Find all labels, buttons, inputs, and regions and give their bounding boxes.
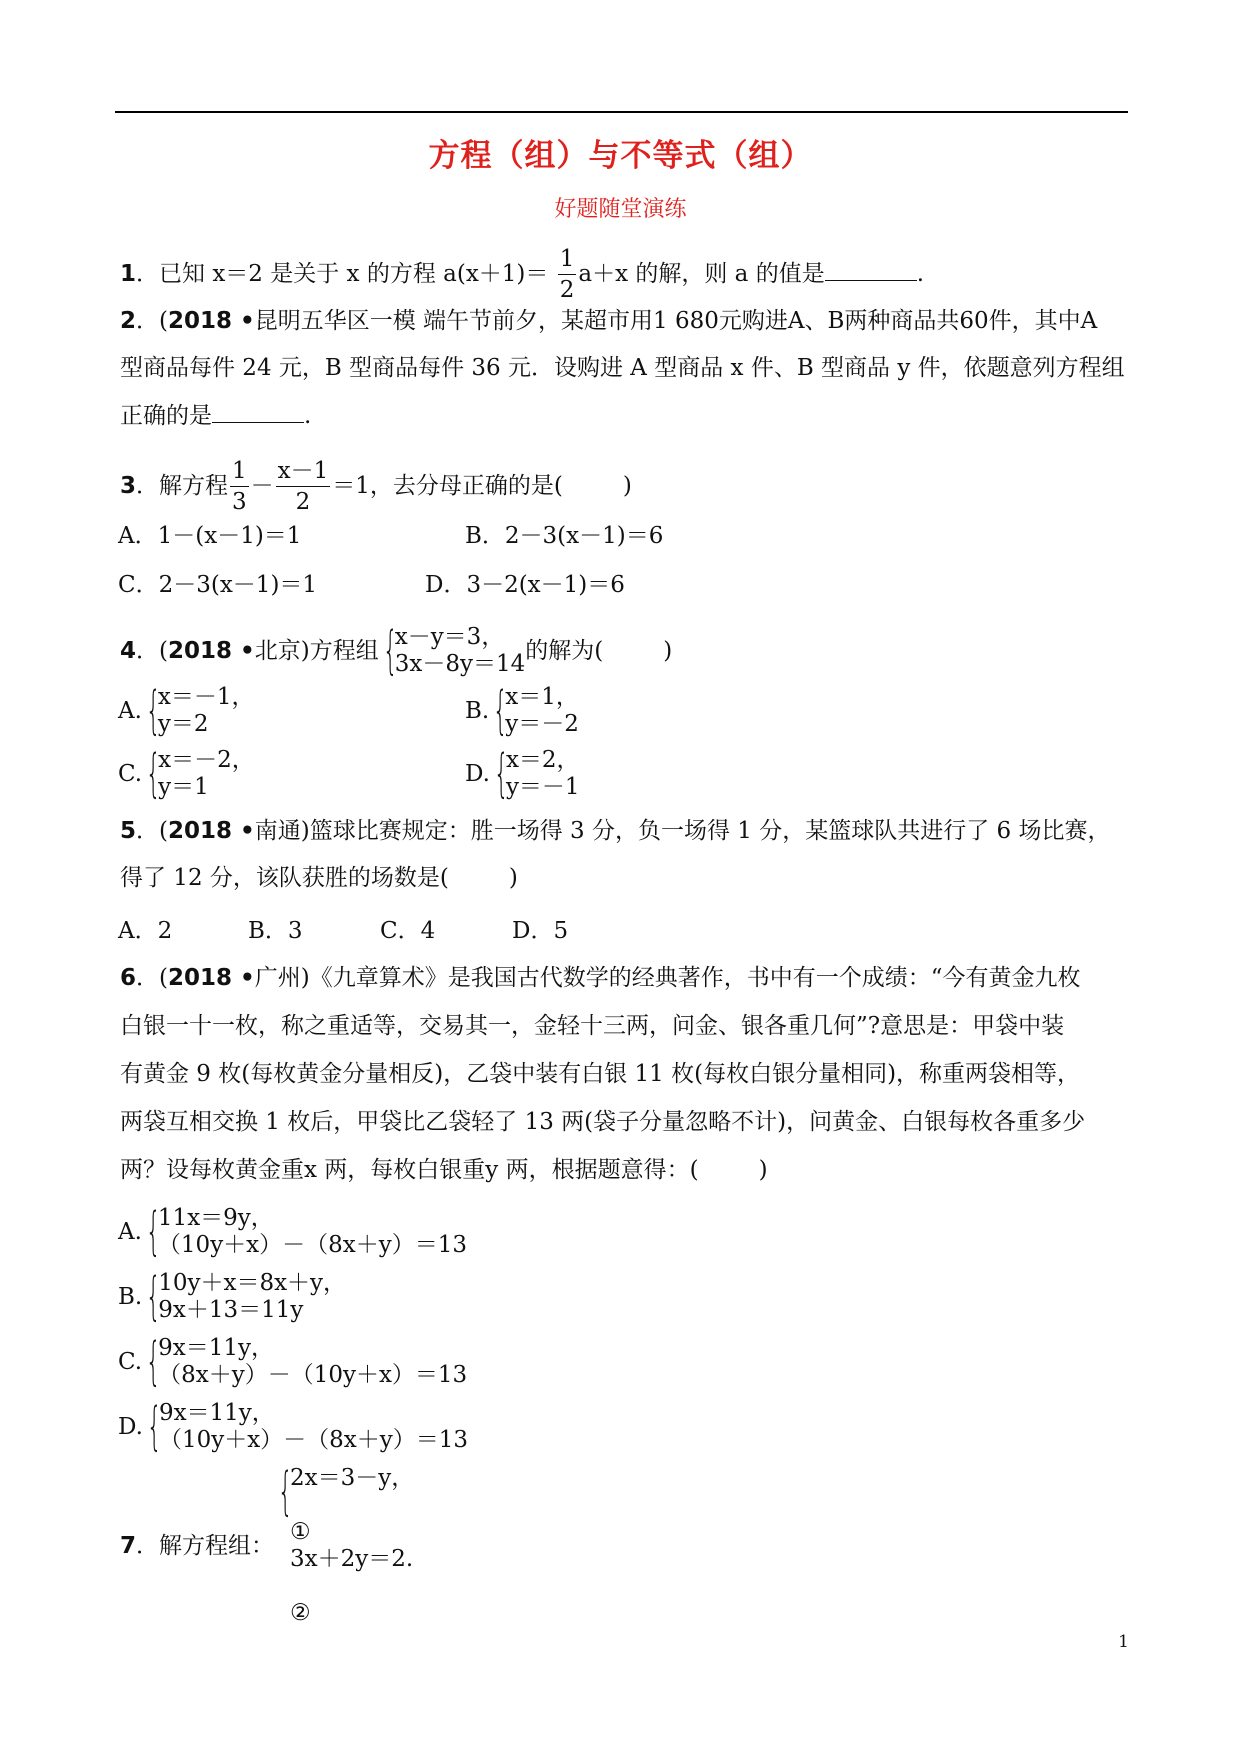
equation-text: 3x＋2y＝2.	[290, 1546, 414, 1572]
option-b[interactable]: B．2－3(x－1)＝6	[465, 523, 664, 549]
question-2-line-2: 型商品每件 24 元，B 型商品每件 36 元．设购进 A 型商品 x 件、B 型商品 y 件，依题意列方程组	[120, 355, 1125, 381]
option-label: A.	[118, 1219, 142, 1245]
equation-system	[379, 621, 526, 681]
option-d[interactable]	[118, 1397, 469, 1457]
equation-row: 11x＝9y，	[157, 1205, 274, 1231]
equation-row: x－y＝3，	[394, 624, 505, 650]
question-5-line-1	[120, 816, 1110, 846]
equation-row: （8x＋y）－（10y＋x）＝13	[158, 1362, 468, 1388]
equation-row: （10y＋x）－（8x＋y）＝13	[157, 1232, 468, 1258]
option-c[interactable]: C．2－3(x－1)＝1	[118, 572, 318, 598]
denominator: 2	[295, 489, 311, 515]
option-c[interactable]	[118, 1332, 468, 1392]
question-text: )	[758, 1157, 768, 1183]
equation-row: y＝1	[158, 774, 209, 800]
option-d[interactable]: D．5	[512, 918, 569, 944]
brace-icon: {	[145, 1202, 161, 1262]
equation-marker: ①	[290, 1519, 311, 1545]
equation-system	[142, 1202, 468, 1262]
brace-icon: {	[145, 681, 161, 741]
question-text: 昆明五华区一模 端午节前夕，某超市用1 680元购进A、B两种商品共60件，其中A	[254, 308, 1098, 334]
option-label: B.	[118, 1284, 143, 1310]
question-6-line-2: 白银一十一枚，称之重适等，交易其一，金轻十三两，问金、银各重几何”?意思是：甲袋中装	[120, 1013, 1065, 1039]
brace-icon: {	[145, 1332, 161, 1392]
question-number: 3	[120, 473, 137, 499]
question-6-line-5	[120, 1155, 768, 1185]
question-text: ＝1，去分母正确的是(	[332, 473, 563, 499]
brace-icon: {	[277, 1462, 293, 1522]
equation-row: （10y＋x）－（8x＋y）＝13	[158, 1427, 469, 1453]
fraction	[558, 248, 577, 302]
answer-blank[interactable]	[212, 400, 304, 423]
option-label: D.	[118, 1414, 143, 1440]
brace-icon: {	[145, 744, 161, 804]
question-7	[120, 1462, 415, 1627]
question-text: ．(	[136, 818, 168, 844]
question-text: ．解方程	[136, 473, 229, 499]
question-text: .	[916, 261, 925, 287]
equation-text: 2x＝3－y，	[290, 1465, 415, 1491]
page-subtitle: 好题随堂演练	[554, 197, 687, 222]
option-d[interactable]: D．3－2(x－1)＝6	[425, 572, 625, 598]
question-source: 2018 •	[168, 965, 255, 991]
option-b[interactable]	[465, 681, 579, 741]
brace-icon: {	[493, 744, 509, 804]
question-number: 4	[120, 638, 137, 664]
numerator: x－1	[276, 460, 331, 487]
question-text: ．已知 x＝2 是关于 x 的方程 a(x＋1)＝	[136, 261, 556, 287]
option-label: B.	[465, 698, 490, 724]
page-number: 1	[1118, 1632, 1129, 1652]
question-text: )	[508, 865, 518, 891]
question-text: 正确的是	[120, 403, 212, 429]
question-text: a＋x 的解，则 a 的值是	[578, 261, 825, 287]
question-source: 2018 •	[168, 308, 255, 334]
equation-row: 9x＋13＝11y	[158, 1297, 304, 1323]
question-text: ．(	[136, 638, 168, 664]
equation-row: x＝2，	[505, 747, 580, 773]
question-text: 广州)《九章算术》是我国古代数学的经典著作，书中有一个成绩：“今有黄金九枚	[254, 965, 1081, 991]
question-number: 6	[120, 965, 137, 991]
brace-icon: {	[382, 621, 398, 681]
question-text: )	[663, 638, 673, 664]
question-number: 2	[120, 308, 137, 334]
numerator: 1	[558, 248, 577, 275]
header-rule	[115, 111, 1128, 113]
answer-blank[interactable]	[825, 258, 917, 281]
option-a[interactable]: A．2	[118, 918, 173, 944]
equation-row: y＝－1	[505, 774, 580, 800]
equation-row: 3x－8y＝14	[394, 651, 526, 677]
denominator: 2	[559, 277, 575, 303]
equation-system	[142, 1267, 347, 1327]
question-text: 北京)方程组	[254, 638, 379, 664]
option-label: D.	[465, 761, 490, 787]
question-text: ．解方程组：	[136, 1533, 275, 1559]
question-text: ．(	[136, 965, 168, 991]
question-number: 1	[120, 261, 137, 287]
question-source: 2018 •	[168, 818, 255, 844]
option-b[interactable]: B．3	[248, 918, 303, 944]
equation-system	[274, 1462, 415, 1627]
question-6-line-1	[120, 963, 1080, 993]
question-source: 2018 •	[168, 638, 255, 664]
question-4	[120, 621, 673, 681]
equation-row: 10y＋x＝8x＋y，	[158, 1270, 347, 1296]
equation-marker: ②	[290, 1600, 311, 1626]
question-6-line-3: 有黄金 9 枚(每枚黄金分量相反)，乙袋中装有白银 11 枚(每枚白银分量相同)，称重两袋相等，	[120, 1061, 1081, 1087]
option-c[interactable]	[118, 744, 255, 804]
option-a[interactable]: A．1－(x－1)＝1	[118, 523, 302, 549]
option-label: C.	[118, 1349, 143, 1375]
equation-row: x＝1，	[505, 684, 579, 710]
question-text: )	[622, 473, 632, 499]
fraction	[230, 460, 249, 514]
option-b[interactable]	[118, 1267, 347, 1327]
question-number: 5	[120, 818, 137, 844]
question-text: 两？设每枚黄金重x 两，每枚白银重y 两，根据题意得：(	[120, 1157, 699, 1183]
question-6-line-4: 两袋互相交换 1 枚后，甲袋比乙袋轻了 13 两(袋子分量忽略不计)，问黄金、白银每枚各重多少	[120, 1109, 1086, 1135]
brace-icon: {	[146, 1397, 162, 1457]
equation-row: 9x＝11y，	[158, 1400, 275, 1426]
equation-row	[290, 1546, 414, 1627]
option-label: A.	[118, 698, 142, 724]
question-text: 得了 12 分，该队获胜的场数是(	[120, 865, 449, 891]
question-text: 南通)篮球比赛规定：胜一场得 3 分，负一场得 1 分，某篮球队共进行了 6 场比赛，	[254, 818, 1111, 844]
question-number: 7	[120, 1533, 137, 1559]
denominator: 3	[232, 489, 247, 515]
question-3	[120, 460, 632, 514]
equation-system	[142, 681, 255, 741]
option-c[interactable]: C．4	[380, 918, 436, 944]
equation-row	[290, 1465, 414, 1546]
question-text: .	[304, 403, 312, 429]
option-a[interactable]	[118, 681, 255, 741]
equation-row: y＝2	[157, 711, 209, 737]
equation-row: x＝－1，	[157, 684, 255, 710]
brace-icon: {	[146, 1267, 161, 1327]
option-d[interactable]	[465, 744, 580, 804]
question-2-line-3	[120, 400, 311, 431]
equation-system	[490, 744, 580, 804]
question-text: 的解为(	[525, 638, 604, 664]
question-text: －	[250, 473, 274, 499]
question-5-line-2	[120, 863, 518, 893]
option-a[interactable]	[118, 1202, 468, 1262]
equation-row: x＝－2，	[158, 747, 255, 773]
fraction	[276, 460, 331, 514]
equation-row: y＝－2	[505, 711, 579, 737]
numerator: 1	[230, 460, 249, 487]
question-2-line-1	[120, 306, 1097, 336]
equation-row: 9x＝11y，	[158, 1335, 274, 1361]
option-label: C.	[118, 761, 143, 787]
question-text: ．(	[136, 308, 168, 334]
brace-icon: {	[493, 681, 508, 741]
question-1	[120, 248, 924, 302]
equation-system	[489, 681, 579, 741]
equation-system	[142, 1332, 468, 1392]
equation-system	[142, 744, 255, 804]
equation-system	[143, 1397, 469, 1457]
page-title: 方程（组）与不等式（组）	[428, 138, 813, 174]
